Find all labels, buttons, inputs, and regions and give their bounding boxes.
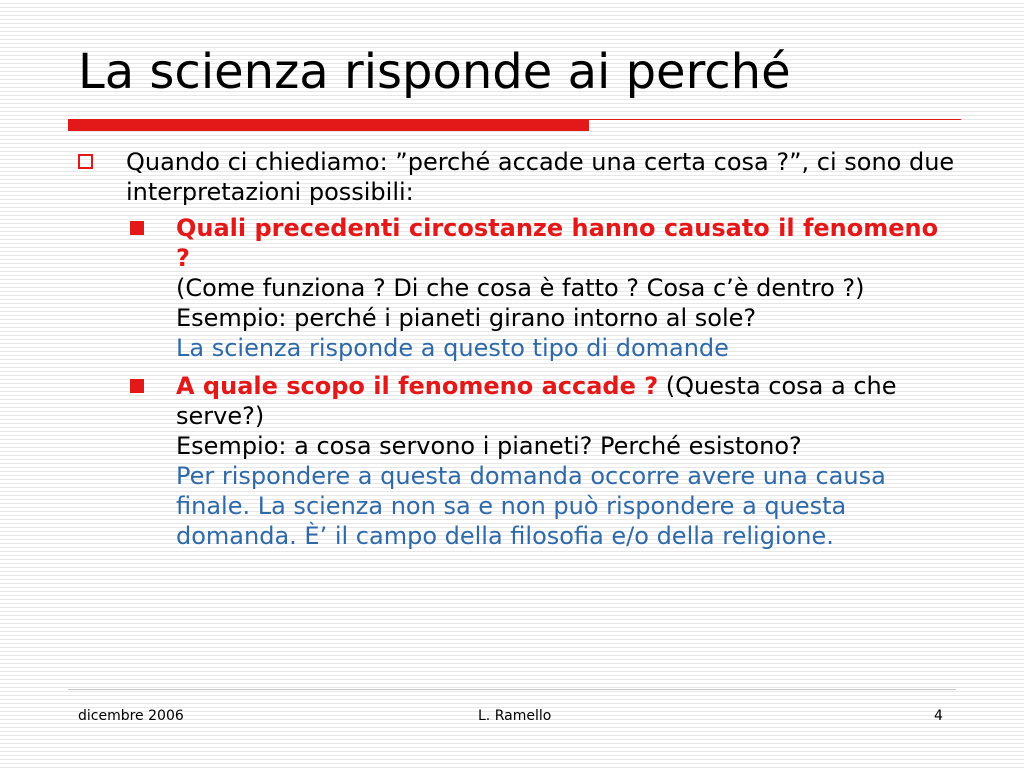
bullet-level2-first [78,213,958,363]
first-question: Quali precedenti circostanze hanno causato il fenomeno ? [176,214,939,272]
slide-title: La scienza risponde ai perché [78,44,791,100]
second-example: Esempio: a cosa servono i pianeti? Perché esistono? [176,432,802,460]
second-answer: Per rispondere a questa domanda occorre avere una causa finale. La scienza non sa e non può rispondere a questa domanda. È’ il campo della filosofia e/o della religione. [176,462,886,550]
first-example: Esempio: perché i pianeti girano intorno al sole? [176,304,757,332]
footer-date: dicembre 2006 [78,708,184,724]
footer-divider [68,689,956,690]
bullet-level1 [78,147,958,207]
filled-square-bullet-icon [130,379,144,393]
first-answer: La scienza risponde a questo tipo di domande [176,334,729,362]
slide-content [78,147,958,551]
second-detail: (Questa cosa a che serve?) [176,372,897,430]
footer-author: L. Ramello [478,708,552,724]
footer-page-number: 4 [934,708,943,724]
hollow-square-bullet-icon [78,154,93,169]
first-detail: (Come funziona ? Di che cosa è fatto ? Cosa c’è dentro ?) [176,274,865,302]
bullet-level2-second [78,371,958,551]
bullet-level1-text: Quando ci chiediamo: ”perché accade una certa cosa ?”, ci sono due interpretazioni possibili: [126,148,955,206]
filled-square-bullet-icon [130,221,144,235]
second-question: A quale scopo il fenomeno accade ? [176,372,659,400]
title-underline-thick [68,119,589,131]
title-underline-thin [589,119,961,120]
